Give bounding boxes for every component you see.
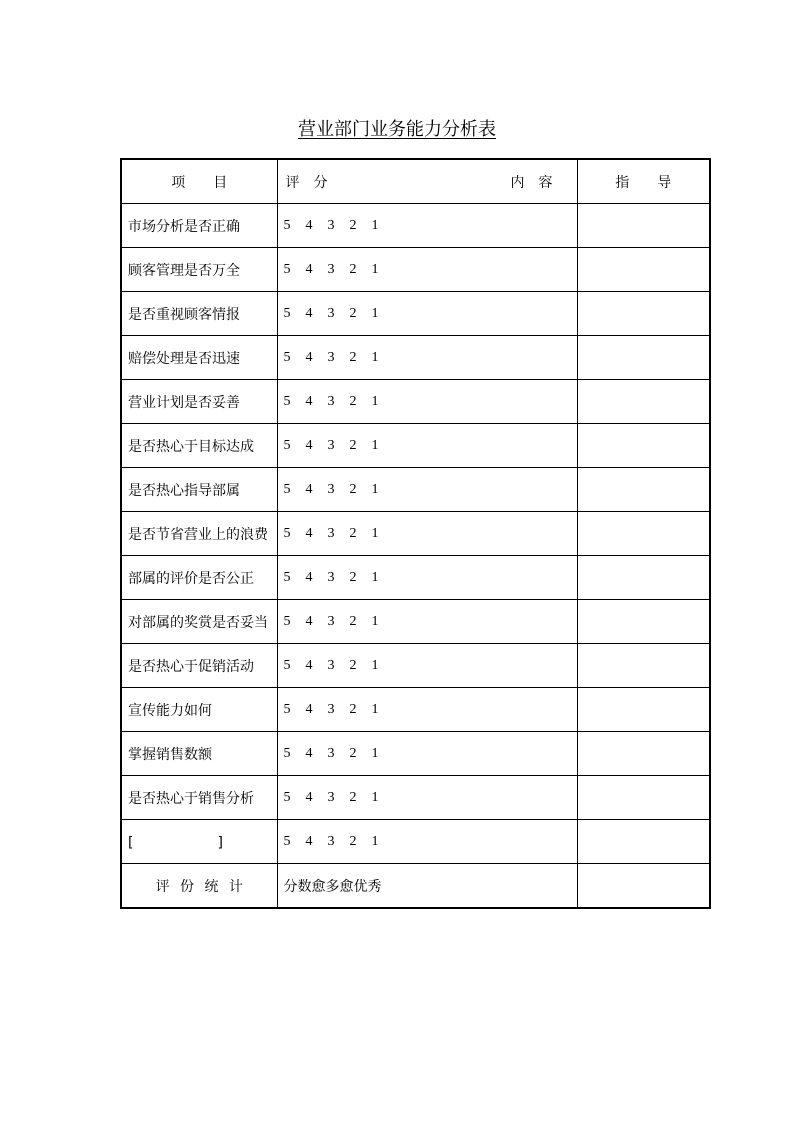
score-option[interactable]: 3 bbox=[327, 349, 335, 365]
score-option[interactable]: 2 bbox=[349, 701, 357, 717]
score-option[interactable]: 2 bbox=[349, 569, 357, 585]
score-option[interactable]: 4 bbox=[305, 525, 313, 541]
score-option[interactable]: 3 bbox=[327, 481, 335, 497]
score-option[interactable]: 2 bbox=[349, 393, 357, 409]
row-scores[interactable] bbox=[277, 468, 577, 512]
row-item: 是否热心于促销活动 bbox=[121, 644, 277, 688]
header-score: 评 分 bbox=[285, 174, 328, 191]
score-option[interactable]: 4 bbox=[305, 701, 313, 717]
score-option[interactable]: 4 bbox=[305, 789, 313, 805]
row-item: 市场分析是否正确 bbox=[121, 204, 277, 248]
evaluation-table bbox=[120, 158, 711, 909]
row-scores[interactable] bbox=[277, 600, 577, 644]
score-option[interactable]: 1 bbox=[371, 657, 379, 673]
page-title bbox=[0, 117, 794, 143]
score-option[interactable]: 5 bbox=[283, 701, 291, 717]
score-option[interactable]: 2 bbox=[349, 789, 357, 805]
summary-note: 分数愈多愈优秀 bbox=[277, 864, 577, 909]
row-item: 掌握销售数额 bbox=[121, 732, 277, 776]
score-option[interactable]: 3 bbox=[327, 789, 335, 805]
row-guide[interactable] bbox=[577, 204, 710, 248]
row-scores[interactable] bbox=[277, 688, 577, 732]
score-option[interactable]: 5 bbox=[283, 657, 291, 673]
score-option[interactable]: 3 bbox=[327, 613, 335, 629]
row-item: 是否热心于销售分析 bbox=[121, 776, 277, 820]
row-guide[interactable] bbox=[577, 424, 710, 468]
row-item: 是否热心指导部属 bbox=[121, 468, 277, 512]
score-option[interactable]: 1 bbox=[371, 349, 379, 365]
header-guide: 指 导 bbox=[577, 159, 710, 204]
table-row bbox=[121, 556, 710, 600]
score-option[interactable]: 3 bbox=[327, 525, 335, 541]
table-row bbox=[121, 292, 710, 336]
table-row bbox=[121, 512, 710, 556]
row-scores[interactable] bbox=[277, 204, 577, 248]
score-option[interactable]: 4 bbox=[305, 833, 313, 849]
score-option[interactable]: 4 bbox=[305, 261, 313, 277]
score-option[interactable]: 2 bbox=[349, 525, 357, 541]
row-guide[interactable] bbox=[577, 292, 710, 336]
score-option[interactable]: 1 bbox=[371, 437, 379, 453]
table-row bbox=[121, 820, 710, 864]
row-item: 宣传能力如何 bbox=[121, 688, 277, 732]
score-option[interactable]: 5 bbox=[283, 349, 291, 365]
score-option[interactable]: 5 bbox=[283, 393, 291, 409]
score-option[interactable]: 2 bbox=[349, 833, 357, 849]
score-option[interactable]: 5 bbox=[283, 833, 291, 849]
score-option[interactable]: 4 bbox=[305, 481, 313, 497]
row-item: 是否重视顾客情报 bbox=[121, 292, 277, 336]
score-option[interactable]: 3 bbox=[327, 701, 335, 717]
score-option[interactable]: 3 bbox=[327, 657, 335, 673]
table-row bbox=[121, 468, 710, 512]
row-scores[interactable] bbox=[277, 644, 577, 688]
row-guide[interactable] bbox=[577, 644, 710, 688]
score-option[interactable]: 5 bbox=[283, 613, 291, 629]
score-option[interactable]: 3 bbox=[327, 569, 335, 585]
score-option[interactable]: 5 bbox=[283, 437, 291, 453]
row-scores[interactable] bbox=[277, 556, 577, 600]
score-option[interactable]: 1 bbox=[371, 525, 379, 541]
header-score-content bbox=[277, 159, 577, 204]
score-option[interactable]: 5 bbox=[283, 481, 291, 497]
score-option[interactable]: 2 bbox=[349, 349, 357, 365]
score-option[interactable]: 2 bbox=[349, 481, 357, 497]
row-scores[interactable] bbox=[277, 776, 577, 820]
row-scores[interactable] bbox=[277, 424, 577, 468]
score-option[interactable]: 1 bbox=[371, 217, 379, 233]
row-guide[interactable] bbox=[577, 556, 710, 600]
summary-row bbox=[121, 864, 710, 909]
row-scores[interactable] bbox=[277, 380, 577, 424]
row-item: [ ] bbox=[121, 820, 277, 864]
row-item: 赔偿处理是否迅速 bbox=[121, 336, 277, 380]
score-option[interactable]: 3 bbox=[327, 305, 335, 321]
row-item: 部属的评价是否公正 bbox=[121, 556, 277, 600]
score-option[interactable]: 1 bbox=[371, 569, 379, 585]
table-row bbox=[121, 776, 710, 820]
row-guide[interactable] bbox=[577, 512, 710, 556]
score-option[interactable]: 3 bbox=[327, 745, 335, 761]
score-option[interactable]: 4 bbox=[305, 349, 313, 365]
score-option[interactable]: 3 bbox=[327, 437, 335, 453]
row-guide[interactable] bbox=[577, 600, 710, 644]
row-guide[interactable] bbox=[577, 776, 710, 820]
score-option[interactable]: 1 bbox=[371, 745, 379, 761]
score-option[interactable]: 4 bbox=[305, 437, 313, 453]
row-scores[interactable] bbox=[277, 248, 577, 292]
score-option[interactable]: 5 bbox=[283, 217, 291, 233]
table-row bbox=[121, 732, 710, 776]
score-option[interactable]: 5 bbox=[283, 261, 291, 277]
score-option[interactable]: 2 bbox=[349, 745, 357, 761]
score-option[interactable]: 1 bbox=[371, 393, 379, 409]
header-item: 项 目 bbox=[121, 159, 277, 204]
summary-label: 评 份 统 计 bbox=[121, 864, 277, 909]
score-option[interactable]: 3 bbox=[327, 261, 335, 277]
row-item: 顾客管理是否万全 bbox=[121, 248, 277, 292]
table-row bbox=[121, 644, 710, 688]
row-item: 是否热心于目标达成 bbox=[121, 424, 277, 468]
score-option[interactable]: 1 bbox=[371, 261, 379, 277]
row-scores[interactable] bbox=[277, 512, 577, 556]
score-option[interactable]: 2 bbox=[349, 305, 357, 321]
table-row bbox=[121, 380, 710, 424]
score-option[interactable]: 5 bbox=[283, 525, 291, 541]
score-option[interactable]: 3 bbox=[327, 217, 335, 233]
score-option[interactable]: 2 bbox=[349, 613, 357, 629]
score-option[interactable]: 5 bbox=[283, 789, 291, 805]
table-row bbox=[121, 688, 710, 732]
row-guide[interactable] bbox=[577, 380, 710, 424]
table-row bbox=[121, 600, 710, 644]
row-guide[interactable] bbox=[577, 468, 710, 512]
summary-guide[interactable] bbox=[577, 864, 710, 909]
header-content: 内 容 bbox=[510, 174, 553, 191]
score-option[interactable]: 4 bbox=[305, 657, 313, 673]
table-row bbox=[121, 204, 710, 248]
score-option[interactable]: 5 bbox=[283, 305, 291, 321]
score-option[interactable]: 2 bbox=[349, 437, 357, 453]
score-option[interactable]: 1 bbox=[371, 481, 379, 497]
score-option[interactable]: 2 bbox=[349, 217, 357, 233]
row-guide[interactable] bbox=[577, 688, 710, 732]
row-guide[interactable] bbox=[577, 248, 710, 292]
score-option[interactable]: 4 bbox=[305, 613, 313, 629]
score-option[interactable]: 3 bbox=[327, 833, 335, 849]
row-item: 对部属的奖赏是否妥当 bbox=[121, 600, 277, 644]
row-item: 是否节省营业上的浪费 bbox=[121, 512, 277, 556]
score-option[interactable]: 4 bbox=[305, 393, 313, 409]
row-scores[interactable] bbox=[277, 732, 577, 776]
score-option[interactable]: 1 bbox=[371, 305, 379, 321]
score-option[interactable]: 1 bbox=[371, 833, 379, 849]
row-guide[interactable] bbox=[577, 336, 710, 380]
score-option[interactable]: 5 bbox=[283, 745, 291, 761]
score-option[interactable]: 5 bbox=[283, 569, 291, 585]
score-option[interactable]: 4 bbox=[305, 217, 313, 233]
score-option[interactable]: 2 bbox=[349, 261, 357, 277]
row-scores[interactable] bbox=[277, 820, 577, 864]
row-guide[interactable] bbox=[577, 820, 710, 864]
score-option[interactable]: 2 bbox=[349, 657, 357, 673]
table-row bbox=[121, 248, 710, 292]
header-row bbox=[121, 159, 710, 204]
score-option[interactable]: 1 bbox=[371, 701, 379, 717]
title-text: 营业部门业务能力分析表 bbox=[298, 119, 496, 140]
table-row bbox=[121, 424, 710, 468]
row-item: 营业计划是否妥善 bbox=[121, 380, 277, 424]
score-option[interactable]: 4 bbox=[305, 305, 313, 321]
score-option[interactable]: 4 bbox=[305, 745, 313, 761]
row-scores[interactable] bbox=[277, 292, 577, 336]
table-row bbox=[121, 336, 710, 380]
row-scores[interactable] bbox=[277, 336, 577, 380]
score-option[interactable]: 3 bbox=[327, 393, 335, 409]
score-option[interactable]: 1 bbox=[371, 613, 379, 629]
score-option[interactable]: 1 bbox=[371, 789, 379, 805]
score-option[interactable]: 4 bbox=[305, 569, 313, 585]
row-guide[interactable] bbox=[577, 732, 710, 776]
